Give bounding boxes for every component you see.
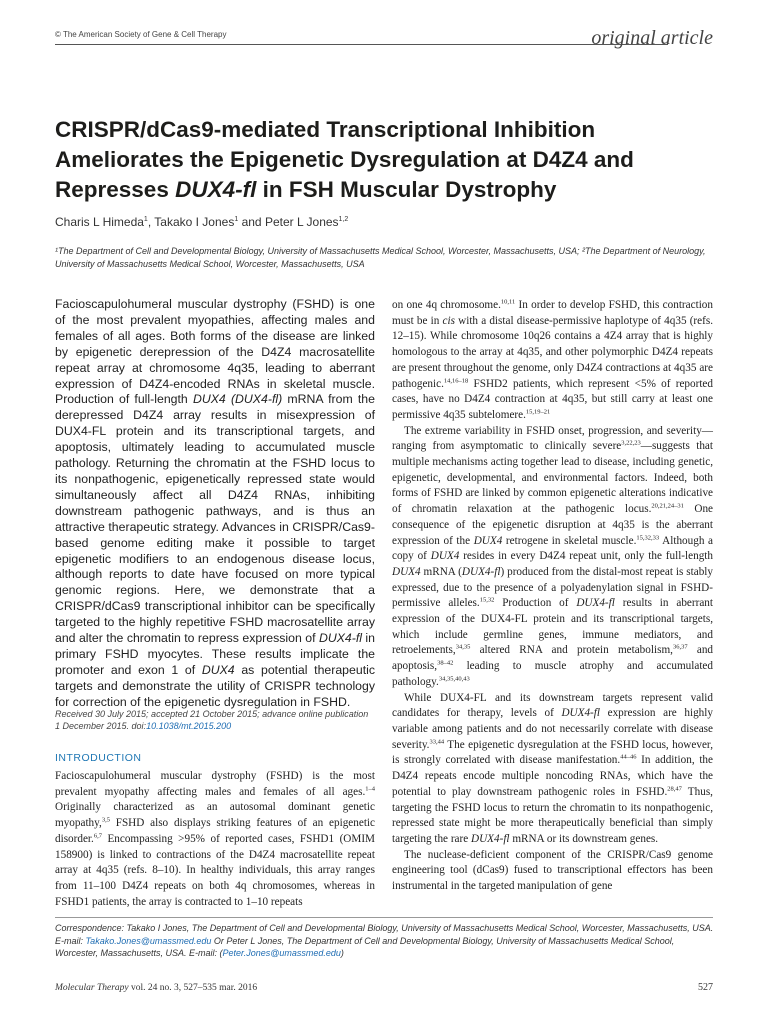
- gene-name: DUX4: [392, 565, 421, 578]
- correspondence-text: ): [340, 948, 344, 958]
- footnote-rule: [55, 917, 713, 918]
- gene-name: DUX4: [430, 550, 460, 563]
- body-text: FSHD2 patients, which represent <5% of reported cases, have no D4Z4 contraction at 4q35, but still carry at least one permissive 4q35 subtelomere.: [392, 377, 713, 421]
- gene-name: DUX4-fl: [576, 597, 615, 610]
- body-text: ) produced from the distal-most repeat is stably expressed, due to the presence of a polyadenylation signal in FSHD-permissive alleles.: [392, 565, 713, 610]
- author-name: Peter L Jones: [264, 215, 339, 229]
- body-paragraph: [392, 424, 713, 691]
- article-type-label: original article: [591, 27, 713, 49]
- correspondence-text: Or Peter L Jones, The Department of Cell and Developmental Biology, University of Massachusetts Medical School, Worcester, Massachusetts, USA. E-mail: (: [55, 935, 675, 958]
- body-text: One consequence of the epigenetic disruption at 4q35 is the aberrant expression of the: [392, 503, 714, 547]
- author-affiliation-mark: 1,2: [338, 216, 349, 223]
- body-paragraph: [392, 298, 713, 424]
- right-column: [392, 298, 713, 895]
- intro-text: FSHD also displays striking features of an epigenetic disorder.: [55, 817, 375, 845]
- body-text: While DUX4-FL and its downstream targets represent valid candidates for therapy, levels of: [392, 691, 713, 720]
- body-text: Thus, targeting the FSHD locus to return the chromatin to its nonpathogenic, repressed state might be more therapeutically beneficial than simply targeting the rare: [392, 785, 713, 845]
- body-text: In order to develop FSHD, this contraction must be in: [392, 299, 713, 327]
- author-name: Takako I Jones: [154, 215, 235, 229]
- abstract-text: as potential therapeutic targets and demonstrate the utility of CRISPR technology for correction of the epigenetic dysregulation in FSHD.: [55, 662, 375, 709]
- body-text: The nuclease-deficient component of the CRISPR/Cas9 genome engineering tool (dCas9) fused to transcriptional effectors has been instrumental in the targeted manipulation of gene: [392, 848, 713, 893]
- citation-ref[interactable]: 10,11: [500, 298, 516, 306]
- gene-name: DUX4: [473, 534, 503, 547]
- body-text: mRNA (: [420, 565, 462, 578]
- title-text-1: CRISPR/dCas9-mediated Transcriptional Inhibition Ameliorates the Epigenetic Dysregulation at D4Z4 and Represses: [55, 117, 634, 202]
- intro-text: Encompassing >95% of reported cases, FSHD1 (OMIM 158900) is linked to contractions of the D4Z4 macrosatellite repeat array at 4q35 (refs. 8–10). In healthy individuals, this array ranges from 11–100 D4Z4 repeats on both 4q chromosomes, whereas in FSHD1 patients, the array is contracted to 1–10 repeats: [55, 832, 375, 908]
- abstract-gene: DUX4: [201, 662, 235, 677]
- body-text: and apoptosis,: [392, 644, 714, 673]
- body-paragraph: [392, 848, 713, 895]
- intro-text: Originally characterized as an autosomal dominant genetic myopathy,: [55, 801, 375, 830]
- body-text: retrogene in skeletal muscle.: [502, 534, 637, 547]
- body-text: leading to muscle atrophy and accumulated pathology.: [392, 660, 713, 688]
- gene-name: DUX4-fl: [561, 707, 600, 720]
- doi-link[interactable]: 10.1038/mt.2015.200: [146, 721, 232, 731]
- author-affiliation-mark: 1: [143, 216, 148, 223]
- gene-name: DUX4-fl: [471, 832, 510, 845]
- article-title: [55, 115, 725, 205]
- author-list: Charis L Himeda$^1$, Takako I Jones$^1$ and Peter L Jones$^{1,2}$: [55, 215, 349, 229]
- copyright-notice: © The American Society of Gene & Cell Therapy: [55, 30, 227, 39]
- abstract-text: Facioscapulohumeral muscular dystrophy (FSHD) is one of the most prevalent myopathies, affecting males and females of all ages. Both forms of the disease are linked by epigenetic derepression of the D4Z4 macrosatellite repeat array at chromosome 4q35, leading to aberrant expression of D4Z4-encoded RNAs in skeletal muscle. Production of full-length: [55, 297, 375, 407]
- citation-ref[interactable]: 44–46: [620, 753, 637, 761]
- citation-ref[interactable]: 1–4: [365, 784, 375, 792]
- body-text: —suggests that multiple mechanisms acting together lead to disease, including genetic, epigenetic, developmental, and environmental factors. Indeed, both forms of FSHD are linked by common epigenetic alterations indicative of chromatin relaxation at the pathogenic locus.: [392, 440, 713, 516]
- citation-ref[interactable]: 38–42: [437, 659, 454, 667]
- body-text: results in aberrant expression of the DUX4-FL protein and its transcriptional targets, which include germline genes, immune mediators, and retroelements,: [392, 597, 713, 657]
- email-link[interactable]: Peter.Jones@umassmed.edu: [222, 948, 341, 958]
- abstract: [55, 297, 375, 711]
- journal-name: Molecular Therapy: [55, 983, 129, 993]
- body-text: Production of: [494, 597, 577, 610]
- introduction-paragraph: [55, 769, 375, 910]
- author-name: Charis L Himeda: [55, 215, 144, 229]
- citation-ref[interactable]: 20,21,24–31: [651, 502, 684, 510]
- body-text: The epigenetic dysregulation at the FSHD locus, however, is strongly correlated with disease manifestation.: [392, 738, 713, 767]
- author-affiliation-mark: 1: [234, 216, 239, 223]
- correspondence-note: [55, 922, 715, 960]
- body-text: The extreme variability in FSHD onset, progression, and severity—ranging from asymptomatic to clinically severe: [392, 424, 713, 453]
- abstract-gene: DUX4-fl: [318, 631, 362, 646]
- body-text: Although a copy of: [392, 534, 713, 563]
- abstract-text: in primary FSHD myocytes. These results implicate the promoter and exon 1 of: [55, 631, 375, 677]
- abstract-gene: DUX4 (DUX4-fl): [192, 392, 283, 407]
- gene-name: cis: [442, 314, 455, 327]
- body-text: with a distal disease-permissive haplotype of 4q35 (refs. 12–15). While chromosome 10q26 contains a 4Z4 array that is highly homologous to the array at 4q35, and other polymorphic D4Z4 repeats are present throughout the genome, only D4Z4 contractions at 4q35 are pathogenic.: [392, 314, 713, 390]
- abstract-text: mRNA from the derepressed D4Z4 array results in misexpression of DUX4-FL protein and its transcriptional targets, and apoptosis, ultimately leading to accumulated muscle pathology. Returning the chromatin at the FSHD locus to its nonpathogenic, epigenetically repressed state would simultaneously affect all D4Z4 RNAs, inhibiting downstream pathogenic pathways, and is thus an attractive therapeutic strategy. Advances in CRISPR/Cas9-based genome editing make it possible to target epigenetic modifiers to an endogenous disease locus, although reports to date have focused on more typical genomic regions. Here, we demonstrate that a CRISPR/dCas9 transcriptional inhibitor can be specifically targeted to the highly repetitive FSHD macrosatellite array and alter the chromatin to repress expression of: [55, 392, 375, 646]
- citation-ref[interactable]: 34,35: [455, 643, 471, 651]
- body-paragraph: [392, 691, 713, 848]
- citation-ref[interactable]: 36,37: [672, 643, 688, 651]
- citation-ref[interactable]: 28,47: [667, 785, 682, 793]
- body-text: altered RNA and protein metabolism,: [470, 644, 673, 657]
- received-dates: [55, 708, 375, 732]
- page-number: 527: [698, 982, 713, 993]
- title-gene-name: DUX4-fl: [175, 177, 257, 202]
- citation-ref[interactable]: 34,35,40,43: [438, 675, 470, 683]
- citation-ref[interactable]: 3,22,23: [621, 439, 641, 447]
- citation-ref[interactable]: 14,16–18: [443, 376, 469, 384]
- citation-ref[interactable]: 15,32,33: [636, 533, 660, 541]
- citation-ref[interactable]: 33,44: [429, 737, 445, 745]
- header-rule: [55, 44, 668, 45]
- gene-name: DUX4-fl: [461, 565, 501, 578]
- body-text: In addition, the D4Z4 repeats encode multiple noncoding RNAs, which have the potential to play downstream pathogenic roles in FSHD.: [392, 754, 713, 798]
- correspondence-text: Correspondence: Takako I Jones, The Department of Cell and Developmental Biology, University of Massachusetts Medical School, Worcester, Massachusetts, USA. E-mail:: [55, 923, 714, 946]
- body-text: on one 4q chromosome.: [392, 299, 501, 311]
- email-link[interactable]: Takako.Jones@umassmed.edu: [85, 935, 212, 946]
- citation-ref[interactable]: 3,5: [101, 816, 110, 824]
- received-text: Received 30 July 2015; accepted 21 October 2015; advance online publication 1 December 2015. doi:: [55, 709, 369, 731]
- intro-text: Facioscapulohumeral muscular dystrophy (FSHD) is the most prevalent myopathy affecting males and females of all ages.: [55, 770, 375, 798]
- body-text: mRNA or its downstream genes.: [509, 832, 659, 845]
- citation-ref[interactable]: 15,19–21: [525, 408, 551, 416]
- affiliations: ¹The Department of Cell and Developmental Biology, University of Massachusetts Medical School, Worcester, Massachusetts, USA; ²The Department of Neurology, University of Massachusetts Medical School, Worcester, Massachusetts, USA: [55, 246, 706, 269]
- citation-ref[interactable]: 6,7: [93, 832, 102, 840]
- body-text: expression are highly variable among patients and do not necessarily correlate with disease severity.: [392, 707, 713, 751]
- body-text: resides in every D4Z4 repeat unit, only the full-length: [459, 550, 713, 563]
- journal-citation: [55, 983, 257, 993]
- section-heading-introduction: INTRODUCTION: [55, 752, 142, 764]
- title-text-2: in FSH Muscular Dystrophy: [256, 177, 557, 202]
- citation-ref[interactable]: 15,32: [479, 596, 495, 604]
- journal-volume: vol. 24 no. 3, 527–535 mar. 2016: [128, 983, 258, 993]
